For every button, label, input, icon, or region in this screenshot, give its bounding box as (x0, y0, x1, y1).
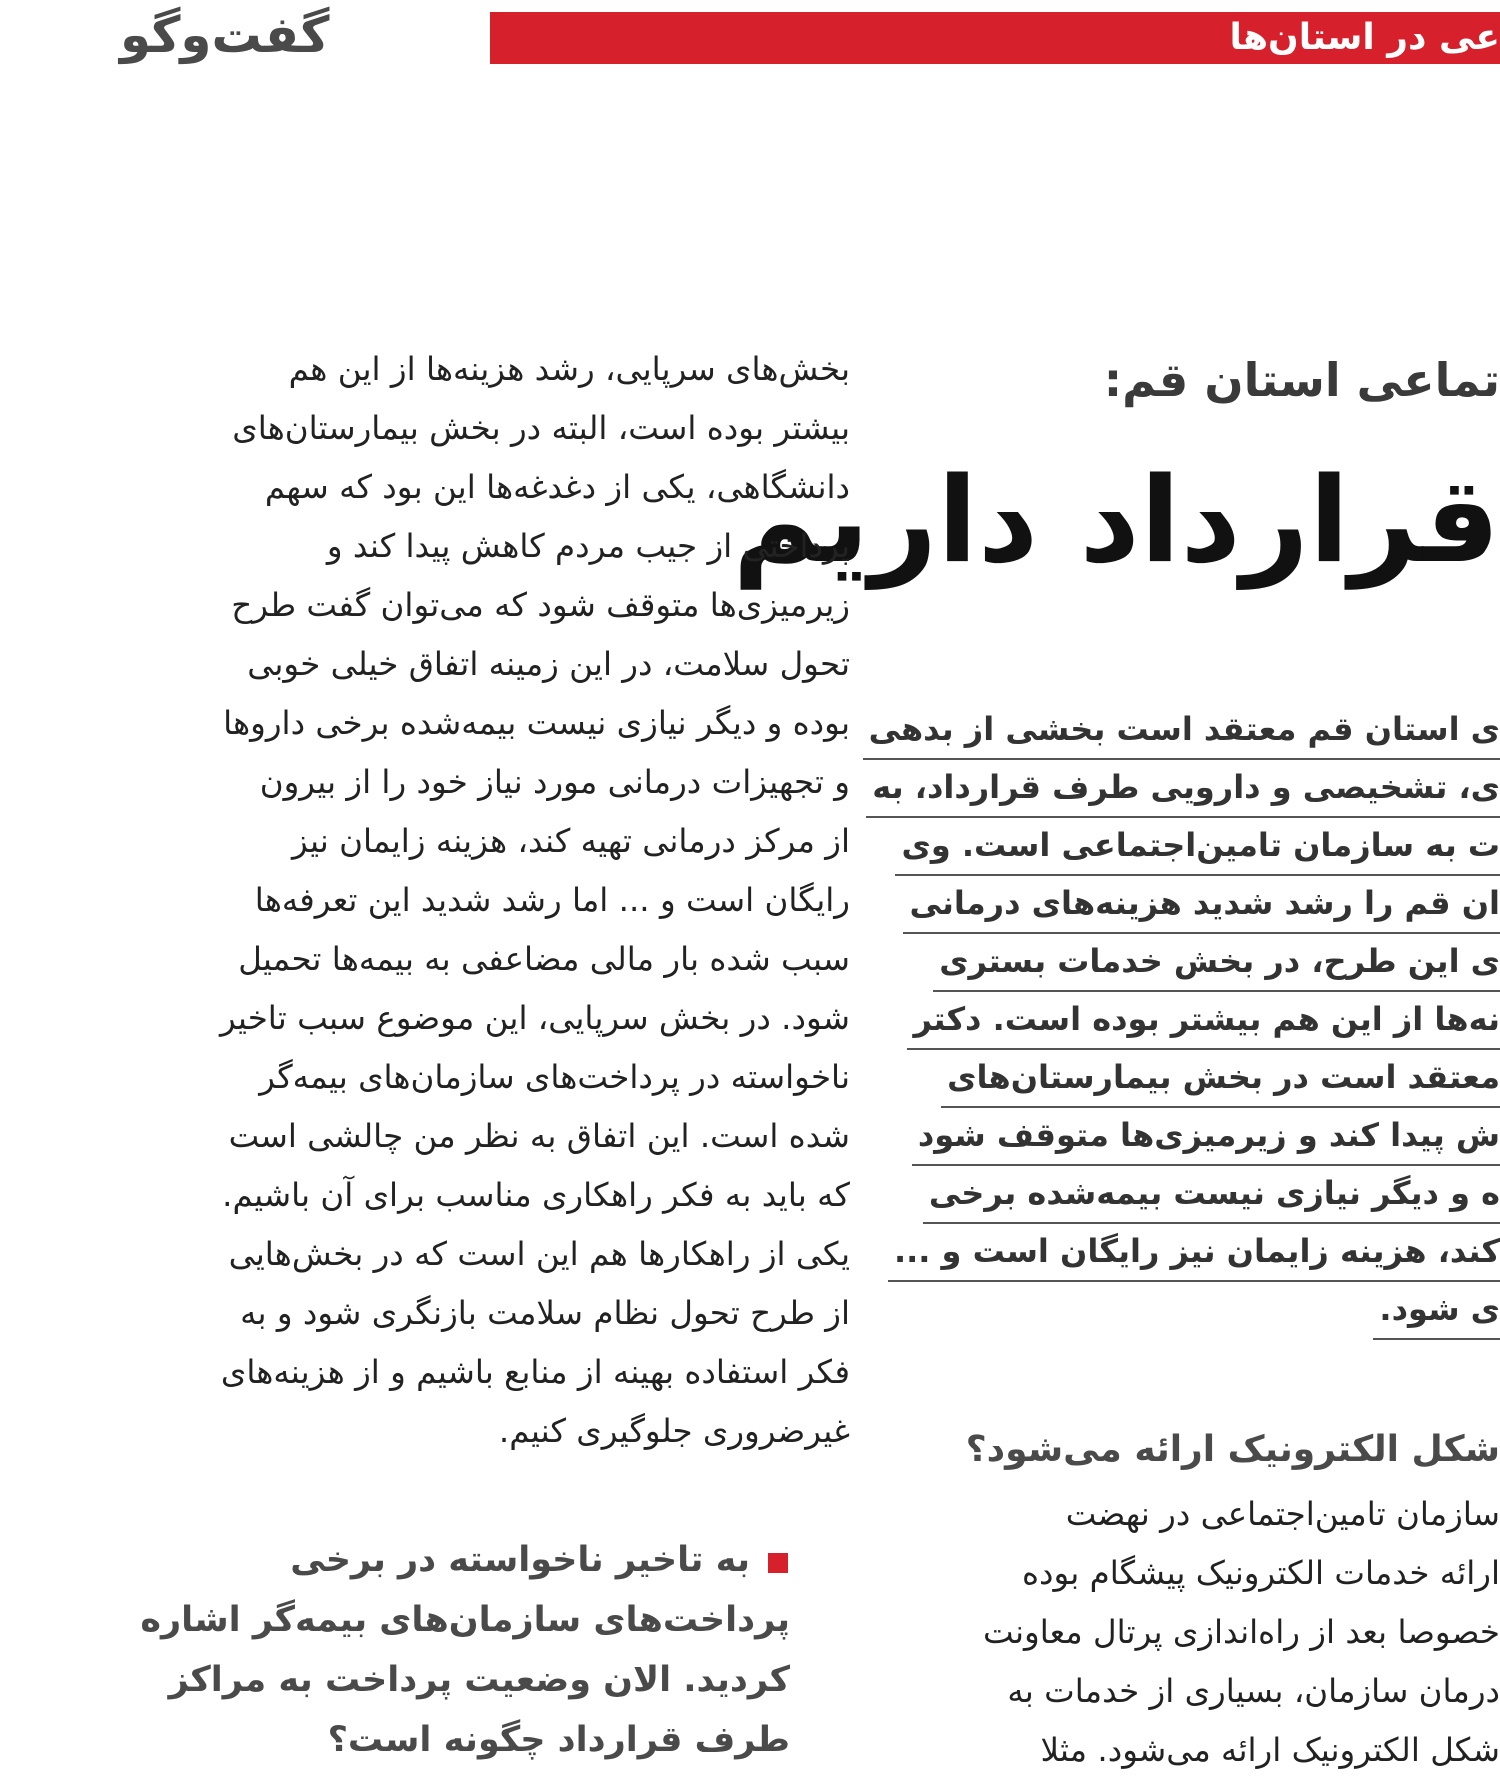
body-line: زیرمیزی‌ها متوقف شود که می‌توان گفت طرح (231, 586, 850, 624)
lead-line: ی استان قم معتقد است بخشی از بدهی (863, 700, 1500, 760)
body-line: تحول سلامت، در این زمینه اتفاق خیلی خوبی (247, 645, 850, 683)
lead-line: ان قم را رشد شدید هزینه‌های درمانی (903, 874, 1500, 934)
section-label: گفت‌وگو (120, 6, 330, 64)
body-line: سازمان تامین‌اجتماعی در نهضت (1065, 1495, 1500, 1533)
body-line: و تجهیزات درمانی مورد نیاز خود را از بیرون (259, 763, 850, 801)
interview-question (130, 1530, 790, 1784)
article-kicker-text: تماعی استان قم: (1103, 353, 1500, 407)
right-column-question (905, 1420, 1500, 1480)
question-line: کردید. الان وضعیت پرداخت به مراکز (168, 1660, 790, 1700)
left-column (130, 340, 850, 1480)
body-line: رایگان است و ... اما رشد شدید این تعرفه‌ها (254, 881, 850, 919)
article-headline-text: قرارداد داریم (732, 451, 1500, 589)
section-banner (490, 12, 1500, 64)
body-line: خصوصا بعد از راه‌اندازی پرتال معاونت (983, 1613, 1500, 1651)
question-line: پرداخت‌های سازمان‌های بیمه‌گر اشاره (140, 1600, 790, 1640)
lead-line: نه‌ها از این هم بیشتر بوده است. دکتر (907, 990, 1500, 1050)
body-line: از طرح تحول نظام سلامت بازنگری شود و به (240, 1294, 850, 1332)
lead-line: ش پیدا کند و زیرمیزی‌ها متوقف شود (912, 1106, 1500, 1166)
body-line: فکر استفاده بهینه از منابع باشیم و از هزینه‌های (220, 1353, 850, 1391)
body-line: بیشتر بوده است، البته در بخش بیمارستان‌های (232, 409, 850, 447)
lead-line: معتقد است در بخش بیمارستان‌های (941, 1048, 1500, 1108)
section-banner-text: عی در استان‌ها (1229, 17, 1500, 58)
body-line: درمان سازمان، بسیاری از خدمات به (1007, 1672, 1500, 1710)
body-line: دانشگاهی، یکی از دغدغه‌ها این بود که سهم (264, 468, 850, 506)
lead-line: ت به سازمان تامین‌اجتماعی است. وی (895, 816, 1500, 876)
body-line: ارائه خدمات الکترونیک پیشگام بوده (1021, 1554, 1500, 1592)
body-line: یکی از راهکارها هم این است که در بخش‌هایی (228, 1235, 850, 1273)
body-line: بوده و دیگر نیازی نیست بیمه‌شده برخی داروها (223, 704, 850, 742)
question-line: به تاخیر ناخواسته در برخی (290, 1540, 750, 1580)
body-line: سبب شده بار مالی مضاعفی به بیمه‌ها تحمیل (238, 940, 850, 978)
body-line: شده است. این اتفاق به نظر من چالشی است (228, 1117, 850, 1155)
article-kicker (1103, 340, 1500, 420)
lead-line: ی شود. (1373, 1280, 1500, 1340)
body-line: ناخواسته در پرداخت‌های سازمان‌های بیمه‌گر (259, 1058, 850, 1096)
article-lead (868, 700, 1500, 1360)
body-line: غیرضروری جلوگیری کنیم. (498, 1412, 850, 1450)
body-line: بخش‌های سرپایی، رشد هزینه‌ها از این هم (288, 350, 850, 388)
lead-line: کند، هزینه زایمان نیز رایگان است و ... (888, 1222, 1500, 1282)
lead-line: ی این طرح، در بخش خدمات بستری (933, 932, 1500, 992)
lead-line: ه و دیگر نیازی نیست بیمه‌شده برخی (923, 1164, 1500, 1224)
body-line: شکل الکترونیک ارائه می‌شود. مثلا (1040, 1731, 1500, 1769)
article-headline (732, 430, 1500, 610)
body-line: که باید به فکر راهکاری مناسب برای آن باشیم. (222, 1176, 850, 1214)
right-question-text: شکل الکترونیک ارائه می‌شود؟ (965, 1429, 1500, 1470)
lead-line: ی، تشخیصی و دارویی طرف قرارداد، به (866, 758, 1500, 818)
body-line: از مرکز درمانی تهیه کند، هزینه زایمان نیز (292, 822, 850, 860)
body-line: پرداختی از جیب مردم کاهش پیدا کند و (326, 527, 850, 565)
right-column-body (905, 1485, 1500, 1784)
question-line: طرف قرارداد چگونه است؟ (327, 1720, 790, 1760)
body-line: شود. در بخش سرپایی، این موضوع سبب تاخیر (219, 999, 850, 1037)
